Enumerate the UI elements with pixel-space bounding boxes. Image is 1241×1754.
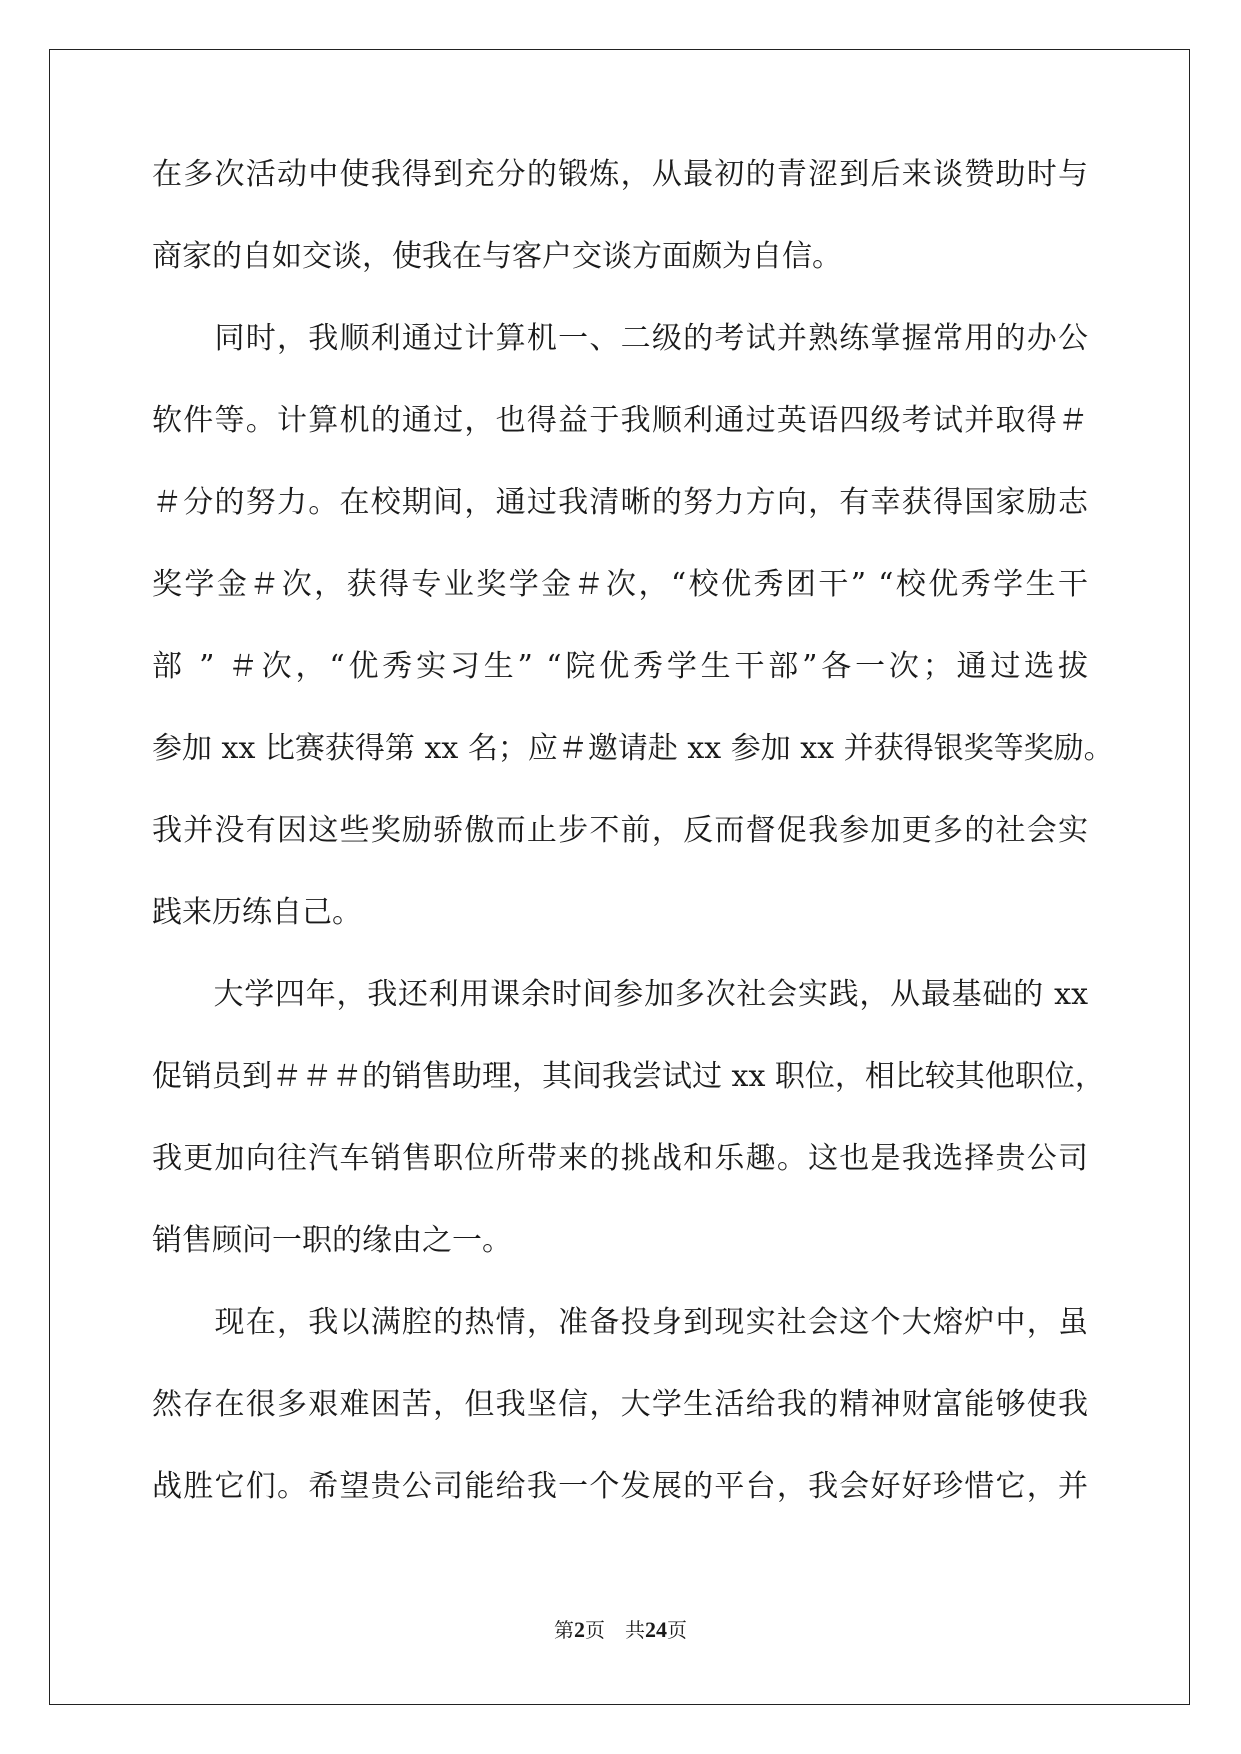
text-line: 参加 xx 比赛获得第 xx 名；应＃邀请赴 xx 参加 xx 并获得银奖等奖励。: [152, 731, 1114, 766]
text-line: 践来历练自己。: [152, 895, 362, 930]
footer-mid: 页 共: [585, 1618, 645, 1642]
text-line: 销售顾问一职的缘由之一。: [152, 1223, 512, 1258]
current-page-number: 2: [574, 1617, 585, 1642]
page-footer: [0, 1614, 1241, 1643]
text-line: 商家的自如交谈，使我在与客户交谈方面颇为自信。: [152, 239, 842, 274]
text-line: 软件等。计算机的通过，也得益于我顺利通过英语四级考试并取得＃: [152, 403, 1088, 438]
text-line: 我并没有因这些奖励骄傲而止步不前，反而督促我参加更多的社会实: [152, 813, 1088, 848]
footer-prefix: 第: [554, 1618, 574, 1642]
text-line: 促销员到＃＃＃的销售助理，其间我尝试过 xx 职位，相比较其他职位，: [152, 1059, 1105, 1094]
footer-suffix: 页: [667, 1618, 687, 1642]
text-line: 大学四年，我还利用课余时间参加多次社会实践，从最基础的 xx: [152, 977, 1088, 1012]
total-page-count: 24: [645, 1617, 667, 1642]
text-line: 部 ” ＃次，“优秀实习生” “院优秀学生干部”各一次；通过选拔: [152, 649, 1088, 684]
text-line: ＃分的努力。在校期间，通过我清晰的努力方向，有幸获得国家励志: [152, 485, 1088, 520]
document-body: [152, 157, 1114, 1552]
text-line: 战胜它们。希望贵公司能给我一个发展的平台，我会好好珍惜它，并: [152, 1469, 1088, 1504]
text-line: 我更加向往汽车销售职位所带来的挑战和乐趣。这也是我选择贵公司: [152, 1141, 1088, 1176]
text-line: 奖学金＃次，获得专业奖学金＃次，“校优秀团干” “校优秀学生干: [152, 567, 1088, 602]
text-line: 然存在很多艰难困苦，但我坚信，大学生活给我的精神财富能够使我: [152, 1387, 1088, 1422]
text-line: 在多次活动中使我得到充分的锻炼，从最初的青涩到后来谈赞助时与: [152, 157, 1088, 192]
text-line: 现在，我以满腔的热情，准备投身到现实社会这个大熔炉中，虽: [152, 1305, 1088, 1340]
text-line: 同时，我顺利通过计算机一、二级的考试并熟练掌握常用的办公: [152, 321, 1088, 356]
